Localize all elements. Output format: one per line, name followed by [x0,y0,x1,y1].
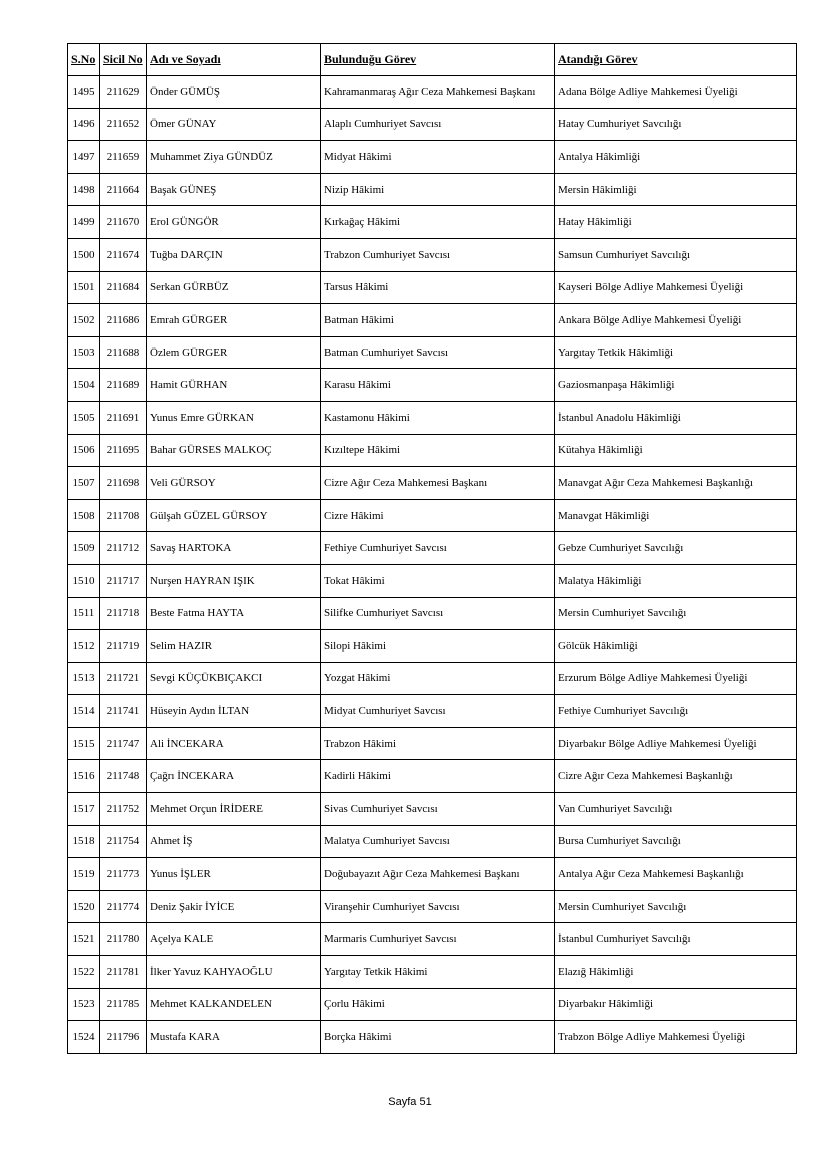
cell-sno: 1517 [68,793,100,826]
cell-assigned-post: İstanbul Anadolu Hâkimliği [555,401,797,434]
cell-name: Veli GÜRSOY [147,467,321,500]
cell-assigned-post: Van Cumhuriyet Savcılığı [555,793,797,826]
cell-assigned-post: Hatay Cumhuriyet Savcılığı [555,108,797,141]
table-row [68,988,797,1021]
cell-assigned-post: Manavgat Hâkimliği [555,499,797,532]
cell-name: Deniz Şakir İYİCE [147,890,321,923]
cell-assigned-post: Antalya Ağır Ceza Mahkemesi Başkanlığı [555,858,797,891]
table-row [68,564,797,597]
cell-sicil-no: 211747 [100,727,147,760]
cell-sicil-no: 211691 [100,401,147,434]
cell-current-post: Alaplı Cumhuriyet Savcısı [321,108,555,141]
cell-sno: 1507 [68,467,100,500]
cell-current-post: Trabzon Cumhuriyet Savcısı [321,238,555,271]
cell-current-post: Tarsus Hâkimi [321,271,555,304]
table-row [68,108,797,141]
cell-current-post: Cizre Hâkimi [321,499,555,532]
cell-name: Özlem GÜRGER [147,336,321,369]
cell-sicil-no: 211773 [100,858,147,891]
cell-current-post: Sivas Cumhuriyet Savcısı [321,793,555,826]
cell-name: Yunus İŞLER [147,858,321,891]
cell-current-post: Batman Cumhuriyet Savcısı [321,336,555,369]
cell-sno: 1524 [68,1021,100,1054]
cell-sno: 1506 [68,434,100,467]
cell-current-post: Fethiye Cumhuriyet Savcısı [321,532,555,565]
table-row [68,630,797,663]
cell-current-post: Kastamonu Hâkimi [321,401,555,434]
cell-sicil-no: 211712 [100,532,147,565]
cell-assigned-post: Malatya Hâkimliği [555,564,797,597]
cell-name: Çağrı İNCEKARA [147,760,321,793]
cell-current-post: Doğubayazıt Ağır Ceza Mahkemesi Başkanı [321,858,555,891]
cell-sicil-no: 211718 [100,597,147,630]
cell-current-post: Çorlu Hâkimi [321,988,555,1021]
cell-current-post: Silopi Hâkimi [321,630,555,663]
table-row [68,206,797,239]
cell-current-post: Yargıtay Tetkik Hâkimi [321,956,555,989]
cell-sicil-no: 211752 [100,793,147,826]
cell-assigned-post: İstanbul Cumhuriyet Savcılığı [555,923,797,956]
cell-sno: 1496 [68,108,100,141]
cell-name: Mehmet Orçun İRİDERE [147,793,321,826]
cell-assigned-post: Fethiye Cumhuriyet Savcılığı [555,695,797,728]
cell-current-post: Nizip Hâkimi [321,173,555,206]
cell-assigned-post: Erzurum Bölge Adliye Mahkemesi Üyeliği [555,662,797,695]
cell-sno: 1511 [68,597,100,630]
cell-name: Serkan GÜRBÜZ [147,271,321,304]
table-row [68,662,797,695]
cell-sicil-no: 211781 [100,956,147,989]
cell-assigned-post: Mersin Hâkimliği [555,173,797,206]
cell-sno: 1514 [68,695,100,728]
cell-name: Ömer GÜNAY [147,108,321,141]
header-assigned-post: Atandığı Görev [555,44,797,76]
cell-sno: 1504 [68,369,100,402]
cell-name: Gülşah GÜZEL GÜRSOY [147,499,321,532]
cell-current-post: Kırkağaç Hâkimi [321,206,555,239]
cell-sicil-no: 211659 [100,141,147,174]
cell-sno: 1499 [68,206,100,239]
cell-current-post: Kadirli Hâkimi [321,760,555,793]
cell-sno: 1516 [68,760,100,793]
cell-sno: 1523 [68,988,100,1021]
table-row [68,890,797,923]
cell-name: Başak GÜNEŞ [147,173,321,206]
table-row [68,760,797,793]
cell-assigned-post: Mersin Cumhuriyet Savcılığı [555,890,797,923]
cell-assigned-post: Hatay Hâkimliği [555,206,797,239]
cell-sicil-no: 211686 [100,304,147,337]
table-row [68,956,797,989]
cell-name: Nurşen HAYRAN IŞIK [147,564,321,597]
cell-sicil-no: 211698 [100,467,147,500]
cell-sicil-no: 211684 [100,271,147,304]
table-row [68,141,797,174]
table-row [68,597,797,630]
cell-sicil-no: 211652 [100,108,147,141]
cell-assigned-post: Diyarbakır Bölge Adliye Mahkemesi Üyeliği [555,727,797,760]
table-row [68,825,797,858]
cell-current-post: Borçka Hâkimi [321,1021,555,1054]
cell-sicil-no: 211695 [100,434,147,467]
cell-name: Bahar GÜRSES MALKOÇ [147,434,321,467]
table-row [68,727,797,760]
cell-sicil-no: 211717 [100,564,147,597]
cell-name: Hüseyin Aydın İLTAN [147,695,321,728]
table-row [68,271,797,304]
table-row [68,369,797,402]
cell-name: Yunus Emre GÜRKAN [147,401,321,434]
cell-assigned-post: Elazığ Hâkimliği [555,956,797,989]
cell-sno: 1513 [68,662,100,695]
cell-assigned-post: Ankara Bölge Adliye Mahkemesi Üyeliği [555,304,797,337]
cell-sicil-no: 211629 [100,76,147,109]
table-row [68,76,797,109]
cell-assigned-post: Antalya Hâkimliği [555,141,797,174]
cell-current-post: Batman Hâkimi [321,304,555,337]
cell-current-post: Cizre Ağır Ceza Mahkemesi Başkanı [321,467,555,500]
cell-sicil-no: 211748 [100,760,147,793]
cell-current-post: Midyat Cumhuriyet Savcısı [321,695,555,728]
header-current-post: Bulunduğu Görev [321,44,555,76]
cell-sicil-no: 211688 [100,336,147,369]
cell-name: Erol GÜNGÖR [147,206,321,239]
cell-name: Beste Fatma HAYTA [147,597,321,630]
cell-sno: 1502 [68,304,100,337]
table-row [68,793,797,826]
cell-sicil-no: 211796 [100,1021,147,1054]
table-row [68,1021,797,1054]
header-sicil-no: Sicil No [100,44,147,76]
cell-sicil-no: 211774 [100,890,147,923]
cell-name: Ahmet İŞ [147,825,321,858]
cell-assigned-post: Kütahya Hâkimliği [555,434,797,467]
cell-current-post: Midyat Hâkimi [321,141,555,174]
cell-name: Mustafa KARA [147,1021,321,1054]
cell-sno: 1512 [68,630,100,663]
cell-sno: 1500 [68,238,100,271]
cell-sicil-no: 211664 [100,173,147,206]
cell-sno: 1521 [68,923,100,956]
cell-name: Önder GÜMÜŞ [147,76,321,109]
cell-assigned-post: Manavgat Ağır Ceza Mahkemesi Başkanlığı [555,467,797,500]
cell-assigned-post: Gölcük Hâkimliği [555,630,797,663]
header-name: Adı ve Soyadı [147,44,321,76]
cell-current-post: Kahramanmaraş Ağır Ceza Mahkemesi Başkanı [321,76,555,109]
header-row [68,44,797,76]
cell-assigned-post: Samsun Cumhuriyet Savcılığı [555,238,797,271]
table-row [68,467,797,500]
header-sno: S.No [68,44,100,76]
cell-sno: 1505 [68,401,100,434]
cell-sno: 1520 [68,890,100,923]
cell-sicil-no: 211741 [100,695,147,728]
cell-sicil-no: 211674 [100,238,147,271]
table-row [68,532,797,565]
table-row [68,695,797,728]
cell-name: Tuğba DARÇIN [147,238,321,271]
cell-sno: 1518 [68,825,100,858]
cell-current-post: Karasu Hâkimi [321,369,555,402]
cell-assigned-post: Diyarbakır Hâkimliği [555,988,797,1021]
table-header [68,44,797,76]
cell-sno: 1519 [68,858,100,891]
cell-current-post: Malatya Cumhuriyet Savcısı [321,825,555,858]
cell-sicil-no: 211754 [100,825,147,858]
cell-sno: 1501 [68,271,100,304]
table-row [68,401,797,434]
cell-name: Emrah GÜRGER [147,304,321,337]
table-row [68,336,797,369]
cell-sicil-no: 211708 [100,499,147,532]
cell-sno: 1503 [68,336,100,369]
cell-name: Sevgi KÜÇÜKBIÇAKCI [147,662,321,695]
table-row [68,173,797,206]
cell-name: Muhammet Ziya GÜNDÜZ [147,141,321,174]
cell-sicil-no: 211670 [100,206,147,239]
cell-sno: 1495 [68,76,100,109]
cell-assigned-post: Yargıtay Tetkik Hâkimliği [555,336,797,369]
table-body [68,76,797,1054]
cell-sno: 1522 [68,956,100,989]
cell-sno: 1508 [68,499,100,532]
cell-current-post: Marmaris Cumhuriyet Savcısı [321,923,555,956]
cell-name: Ali İNCEKARA [147,727,321,760]
cell-name: İlker Yavuz KAHYAOĞLU [147,956,321,989]
table-row [68,923,797,956]
cell-sno: 1497 [68,141,100,174]
cell-name: Mehmet KALKANDELEN [147,988,321,1021]
page-number: Sayfa 51 [388,1096,432,1108]
cell-sicil-no: 211719 [100,630,147,663]
cell-sno: 1498 [68,173,100,206]
cell-assigned-post: Trabzon Bölge Adliye Mahkemesi Üyeliği [555,1021,797,1054]
cell-sicil-no: 211689 [100,369,147,402]
cell-current-post: Kızıltepe Hâkimi [321,434,555,467]
table-row [68,499,797,532]
table-row [68,304,797,337]
cell-sicil-no: 211785 [100,988,147,1021]
table-row [68,238,797,271]
cell-assigned-post: Gaziosmanpaşa Hâkimliği [555,369,797,402]
cell-assigned-post: Cizre Ağır Ceza Mahkemesi Başkanlığı [555,760,797,793]
table-row [68,434,797,467]
cell-assigned-post: Gebze Cumhuriyet Savcılığı [555,532,797,565]
cell-current-post: Trabzon Hâkimi [321,727,555,760]
cell-assigned-post: Kayseri Bölge Adliye Mahkemesi Üyeliği [555,271,797,304]
cell-assigned-post: Adana Bölge Adliye Mahkemesi Üyeliği [555,76,797,109]
cell-sicil-no: 211780 [100,923,147,956]
cell-sno: 1515 [68,727,100,760]
cell-name: Savaş HARTOKA [147,532,321,565]
cell-name: Selim HAZIR [147,630,321,663]
cell-current-post: Viranşehir Cumhuriyet Savcısı [321,890,555,923]
table-row [68,858,797,891]
cell-current-post: Yozgat Hâkimi [321,662,555,695]
appointments-table [67,43,797,1054]
cell-sno: 1510 [68,564,100,597]
cell-sno: 1509 [68,532,100,565]
cell-current-post: Tokat Hâkimi [321,564,555,597]
cell-name: Açelya KALE [147,923,321,956]
cell-assigned-post: Mersin Cumhuriyet Savcılığı [555,597,797,630]
cell-name: Hamit GÜRHAN [147,369,321,402]
cell-sicil-no: 211721 [100,662,147,695]
cell-assigned-post: Bursa Cumhuriyet Savcılığı [555,825,797,858]
cell-current-post: Silifke Cumhuriyet Savcısı [321,597,555,630]
